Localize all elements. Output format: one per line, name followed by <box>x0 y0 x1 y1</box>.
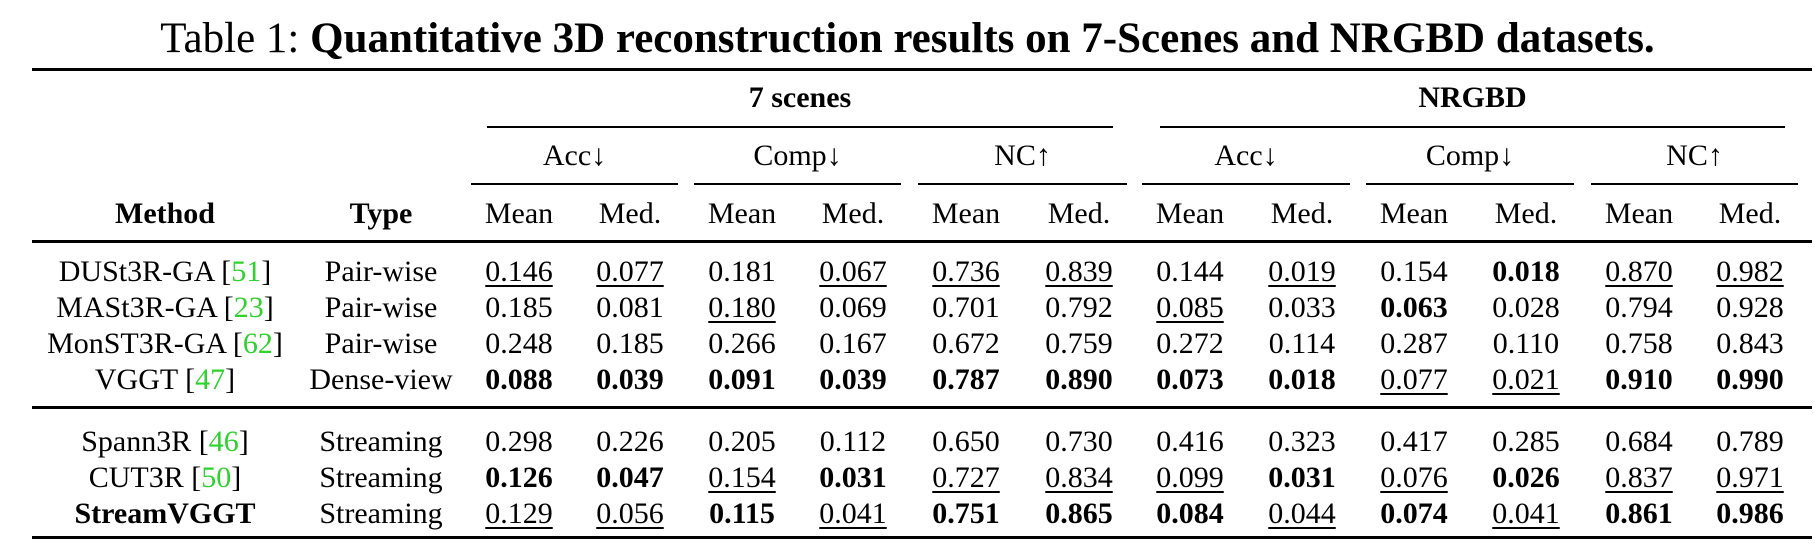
metric-value <box>801 326 905 362</box>
column-header-mean: Mean <box>707 197 777 230</box>
row-type: Dense-view <box>309 363 453 396</box>
metric-value <box>467 290 571 326</box>
metric-value <box>467 326 571 362</box>
method-name: StreamVGGT <box>74 497 256 530</box>
metric-value <box>1362 460 1466 496</box>
metric-value-text: 0.069 <box>819 291 887 324</box>
metric-value-text: 0.067 <box>819 255 887 288</box>
metric-value-text: 0.018 <box>1492 255 1560 288</box>
metric-value-text: 0.794 <box>1605 291 1673 324</box>
citation-link[interactable]: 46 <box>208 425 239 458</box>
metric-value-text: 0.126 <box>485 461 553 494</box>
metric-value <box>1362 326 1466 362</box>
metric-value <box>1027 254 1131 290</box>
metric-value <box>1362 496 1466 532</box>
metric-value <box>1362 254 1466 290</box>
metric-value <box>1362 362 1466 398</box>
metric-value-text: 0.154 <box>1380 255 1448 288</box>
metric-value-text: 0.787 <box>932 363 1000 396</box>
row-type: Streaming <box>319 461 443 494</box>
method-name: MASt3R-GA <box>56 291 217 324</box>
metric-value-text: 0.990 <box>1716 363 1784 396</box>
metric-value-text: 0.077 <box>596 255 664 288</box>
metric-value <box>1698 362 1802 398</box>
metric-value-text: 0.041 <box>819 497 887 530</box>
metric-value <box>914 424 1018 460</box>
column-header-mean: Mean <box>1604 197 1674 230</box>
citation-link[interactable]: 23 <box>233 291 264 324</box>
row-method: MonST3R-GA [62] <box>47 327 283 360</box>
metric-underline-acc <box>471 183 678 185</box>
metric-value-text: 0.266 <box>708 327 776 360</box>
metric-value-text: 0.285 <box>1492 425 1560 458</box>
metric-value <box>914 254 1018 290</box>
header-bottom-rule <box>32 240 1812 243</box>
metric-value <box>801 496 905 532</box>
group-separator-rule <box>32 406 1812 409</box>
metric-value <box>1587 496 1691 532</box>
metric-value-text: 0.073 <box>1156 363 1224 396</box>
metric-value <box>1250 424 1354 460</box>
metric-value-text: 0.205 <box>708 425 776 458</box>
metric-value <box>690 460 794 496</box>
metric-value-text: 0.146 <box>485 255 553 288</box>
caption-label: Table 1: <box>160 15 300 62</box>
metric-underline-nc <box>918 183 1127 185</box>
metric-value <box>1138 254 1242 290</box>
metric-value <box>1027 496 1131 532</box>
dataset-underline-nrgbd <box>1160 126 1785 128</box>
method-name: VGGT <box>94 363 178 396</box>
metric-value-text: 0.026 <box>1492 461 1560 494</box>
metric-value-text: 0.417 <box>1380 425 1448 458</box>
metric-value <box>578 496 682 532</box>
row-type: Streaming <box>319 497 443 530</box>
metric-value-text: 0.019 <box>1268 255 1336 288</box>
metric-value <box>1698 290 1802 326</box>
metric-underline-nc <box>1591 183 1798 185</box>
metric-value <box>914 326 1018 362</box>
metric-value-text: 0.181 <box>708 255 776 288</box>
metric-value <box>1138 496 1242 532</box>
top-rule <box>32 68 1812 71</box>
metric-value-text: 0.088 <box>485 363 553 396</box>
metric-value-text: 0.044 <box>1268 497 1336 530</box>
metric-value <box>690 326 794 362</box>
row-type: Pair-wise <box>324 327 438 360</box>
column-header-method: Method <box>115 197 215 230</box>
metric-value-text: 0.834 <box>1045 461 1113 494</box>
metric-value-text: 0.077 <box>1380 363 1448 396</box>
metric-value <box>801 254 905 290</box>
metric-header-acc: Acc↓ <box>1214 139 1278 172</box>
citation-link[interactable]: 47 <box>195 363 226 396</box>
metric-value <box>1587 290 1691 326</box>
metric-underline-comp <box>694 183 901 185</box>
metric-value-text: 0.416 <box>1156 425 1224 458</box>
metric-value-text: 0.018 <box>1268 363 1336 396</box>
metric-value-text: 0.248 <box>485 327 553 360</box>
dataset-header-nrgbd: NRGBD <box>1418 81 1527 114</box>
column-header-med: Med. <box>821 197 885 230</box>
metric-value-text: 0.031 <box>819 461 887 494</box>
metric-value-text: 0.758 <box>1605 327 1673 360</box>
column-header-med: Med. <box>1270 197 1334 230</box>
metric-header-acc: Acc↓ <box>542 139 607 172</box>
metric-value <box>1474 254 1578 290</box>
metric-value-text: 0.672 <box>932 327 1000 360</box>
metric-value <box>690 496 794 532</box>
bottom-rule <box>32 536 1812 539</box>
metric-value <box>578 326 682 362</box>
metric-value <box>1698 460 1802 496</box>
metric-value-text: 0.759 <box>1045 327 1113 360</box>
metric-value-text: 0.039 <box>819 363 887 396</box>
column-header-med: Med. <box>1718 197 1782 230</box>
metric-value-text: 0.047 <box>596 461 664 494</box>
column-header-mean: Mean <box>931 197 1001 230</box>
metric-value-text: 0.839 <box>1045 255 1113 288</box>
metric-value <box>1250 326 1354 362</box>
metric-value <box>467 424 571 460</box>
metric-value-text: 0.110 <box>1492 327 1560 360</box>
method-name: DUSt3R-GA <box>58 255 214 288</box>
metric-value-text: 0.144 <box>1156 255 1224 288</box>
metric-value <box>1250 362 1354 398</box>
metric-value-text: 0.870 <box>1605 255 1673 288</box>
metric-value-text: 0.085 <box>1156 291 1224 324</box>
metric-value-text: 0.031 <box>1268 461 1336 494</box>
metric-value-text: 0.081 <box>596 291 664 324</box>
metric-value <box>1250 290 1354 326</box>
metric-value-text: 0.736 <box>932 255 1000 288</box>
metric-value-text: 0.323 <box>1268 425 1336 458</box>
metric-value <box>578 424 682 460</box>
metric-value-text: 0.154 <box>708 461 776 494</box>
metric-value-text: 0.910 <box>1605 363 1673 396</box>
row-method: MASt3R-GA [23] <box>56 291 274 324</box>
metric-value-text: 0.982 <box>1716 255 1784 288</box>
metric-value-text: 0.792 <box>1045 291 1113 324</box>
row-method: VGGT [47] <box>94 363 236 396</box>
metric-value-text: 0.971 <box>1716 461 1784 494</box>
metric-value-text: 0.074 <box>1380 497 1448 530</box>
column-header-med: Med. <box>598 197 662 230</box>
metric-value <box>467 362 571 398</box>
metric-value-text: 0.112 <box>819 425 887 458</box>
metric-value-text: 0.041 <box>1492 497 1560 530</box>
metric-value <box>1587 460 1691 496</box>
metric-value <box>467 254 571 290</box>
metric-value <box>1138 362 1242 398</box>
metric-value <box>1587 424 1691 460</box>
row-type: Pair-wise <box>324 291 438 324</box>
metric-value <box>1474 290 1578 326</box>
metric-value <box>1027 326 1131 362</box>
metric-value <box>578 460 682 496</box>
metric-value <box>578 362 682 398</box>
metric-value <box>1587 326 1691 362</box>
column-header-mean: Mean <box>1155 197 1225 230</box>
metric-value-text: 0.843 <box>1716 327 1784 360</box>
method-name: MonST3R-GA <box>47 327 226 360</box>
metric-value-text: 0.650 <box>932 425 1000 458</box>
metric-value <box>801 362 905 398</box>
row-method: Spann3R [46] <box>81 425 249 458</box>
metric-value <box>1250 460 1354 496</box>
metric-value-text: 0.167 <box>819 327 887 360</box>
metric-value-text: 0.091 <box>708 363 776 396</box>
metric-value-text: 0.287 <box>1380 327 1448 360</box>
metric-value <box>1474 326 1578 362</box>
metric-value <box>1250 254 1354 290</box>
metric-value-text: 0.837 <box>1605 461 1673 494</box>
metric-value <box>1698 496 1802 532</box>
row-method <box>15 496 315 532</box>
column-header-med: Med. <box>1494 197 1558 230</box>
metric-value <box>1362 424 1466 460</box>
metric-value <box>1138 290 1242 326</box>
metric-value-text: 0.039 <box>596 363 664 396</box>
metric-value-text: 0.084 <box>1156 497 1224 530</box>
metric-value-text: 0.684 <box>1605 425 1673 458</box>
metric-value <box>914 290 1018 326</box>
metric-underline-comp <box>1366 183 1574 185</box>
metric-value-text: 0.114 <box>1268 327 1336 360</box>
metric-value-text: 0.056 <box>596 497 664 530</box>
metric-value-text: 0.789 <box>1716 425 1784 458</box>
metric-value <box>467 496 571 532</box>
metric-value <box>690 424 794 460</box>
metric-value-text: 0.063 <box>1380 291 1448 324</box>
metric-header-nc: NC↑ <box>1666 139 1723 172</box>
metric-value <box>1362 290 1466 326</box>
metric-value <box>690 254 794 290</box>
table-caption <box>0 12 1815 66</box>
metric-value <box>1474 496 1578 532</box>
metric-value <box>914 460 1018 496</box>
citation-link[interactable]: 51 <box>231 255 262 288</box>
metric-value <box>1027 460 1131 496</box>
column-header-mean: Mean <box>1379 197 1449 230</box>
metric-value <box>578 290 682 326</box>
metric-value-text: 0.226 <box>596 425 664 458</box>
metric-value <box>1587 362 1691 398</box>
metric-value <box>801 290 905 326</box>
metric-value <box>1138 424 1242 460</box>
metric-value <box>1027 362 1131 398</box>
metric-value-text: 0.185 <box>485 291 553 324</box>
dataset-header-7scenes: 7 scenes <box>748 81 852 114</box>
metric-value-text: 0.865 <box>1045 497 1113 530</box>
metric-value-text: 0.272 <box>1156 327 1224 360</box>
metric-value <box>1138 460 1242 496</box>
metric-header-nc: NC↑ <box>994 139 1051 172</box>
metric-value-text: 0.928 <box>1716 291 1784 324</box>
metric-value-text: 0.701 <box>932 291 1000 324</box>
metric-value-text: 0.730 <box>1045 425 1113 458</box>
metric-value-text: 0.727 <box>932 461 1000 494</box>
metric-value-text: 0.890 <box>1045 363 1113 396</box>
metric-value <box>1587 254 1691 290</box>
row-type: Streaming <box>319 425 443 458</box>
metric-value <box>467 460 571 496</box>
metric-value-text: 0.115 <box>709 497 775 530</box>
metric-value-text: 0.021 <box>1492 363 1560 396</box>
metric-value <box>1474 424 1578 460</box>
metric-value <box>1250 496 1354 532</box>
metric-value <box>690 290 794 326</box>
column-header-type: Type <box>349 197 413 230</box>
metric-value <box>1027 424 1131 460</box>
metric-value <box>1474 460 1578 496</box>
metric-value <box>1698 424 1802 460</box>
method-name: Spann3R <box>81 425 192 458</box>
metric-header-comp: Comp↓ <box>1425 139 1515 172</box>
row-method: DUSt3R-GA [51] <box>58 255 272 288</box>
metric-value-text: 0.076 <box>1380 461 1448 494</box>
citation-link[interactable]: 50 <box>201 461 232 494</box>
metric-value-text: 0.129 <box>485 497 553 530</box>
metric-value <box>801 460 905 496</box>
metric-underline-acc <box>1142 183 1350 185</box>
row-type: Pair-wise <box>324 255 438 288</box>
caption-title: Quantitative 3D reconstruction results on 7-Scenes and NRGBD datasets. <box>310 15 1655 62</box>
metric-value-text: 0.033 <box>1268 291 1336 324</box>
method-name: CUT3R <box>88 461 184 494</box>
metric-value-text: 0.099 <box>1156 461 1224 494</box>
metric-value-text: 0.298 <box>485 425 553 458</box>
metric-value <box>801 424 905 460</box>
row-method: CUT3R [50] <box>88 461 242 494</box>
metric-value-text: 0.180 <box>708 291 776 324</box>
metric-value-text: 0.185 <box>596 327 664 360</box>
metric-value <box>1474 362 1578 398</box>
metric-value <box>914 496 1018 532</box>
citation-link[interactable]: 62 <box>242 327 273 360</box>
metric-value <box>1138 326 1242 362</box>
metric-value <box>578 254 682 290</box>
metric-value <box>690 362 794 398</box>
metric-value <box>1698 326 1802 362</box>
dataset-underline-7scenes <box>487 126 1113 128</box>
column-header-med: Med. <box>1047 197 1111 230</box>
metric-value-text: 0.986 <box>1716 497 1784 530</box>
metric-value <box>1027 290 1131 326</box>
metric-value-text: 0.028 <box>1492 291 1560 324</box>
metric-value-text: 0.861 <box>1605 497 1673 530</box>
metric-value <box>914 362 1018 398</box>
metric-value <box>1698 254 1802 290</box>
metric-header-comp: Comp↓ <box>753 139 842 172</box>
metric-value-text: 0.751 <box>932 497 1000 530</box>
column-header-mean: Mean <box>484 197 554 230</box>
